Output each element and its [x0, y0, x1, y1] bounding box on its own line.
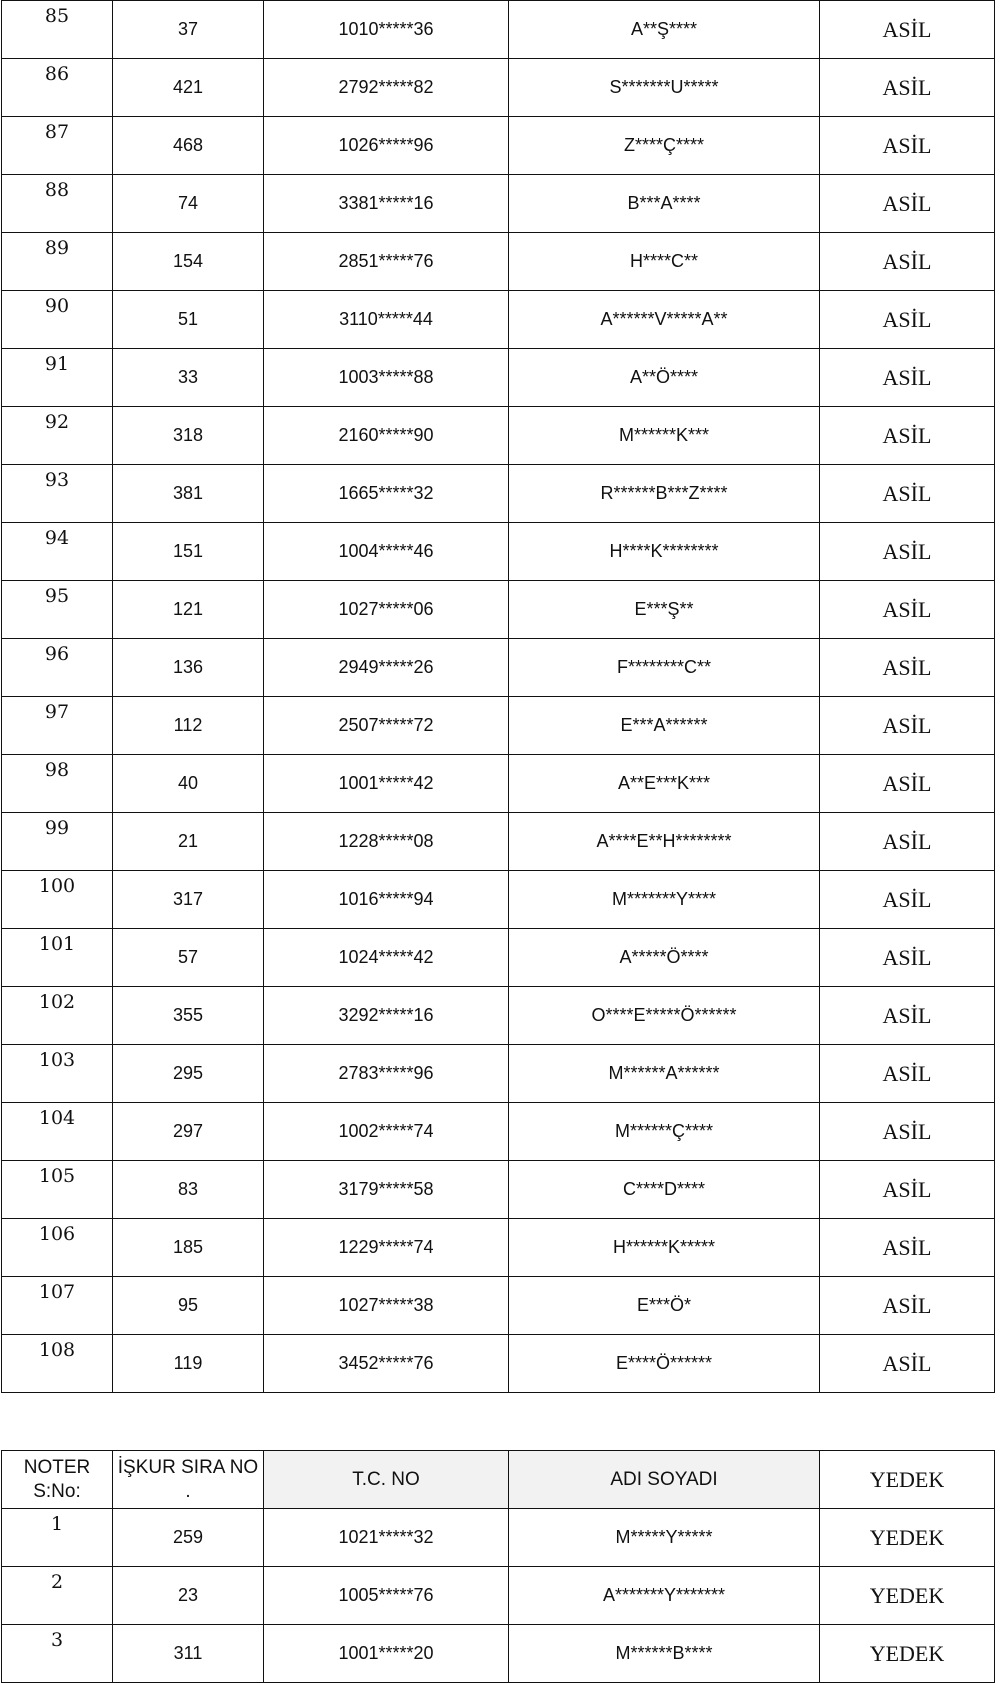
table-row	[2, 117, 995, 175]
status-cell: ASİL	[820, 697, 995, 755]
status-cell: ASİL	[820, 117, 995, 175]
adi-soyadi-cell: O****E*****Ö******	[509, 987, 820, 1045]
status-cell: ASİL	[820, 407, 995, 465]
noter-sno-cell: 92	[2, 407, 113, 465]
yedek-table-body	[2, 1451, 995, 1683]
table-row	[2, 1509, 995, 1567]
header-noter-label: NOTER S:No:	[23, 1456, 91, 1502]
adi-soyadi-cell: C****D****	[509, 1161, 820, 1219]
noter-sno-cell: 88	[2, 175, 113, 233]
table-row	[2, 755, 995, 813]
iskur-sira-no-cell: 151	[113, 523, 264, 581]
adi-soyadi-cell: H****K********	[509, 523, 820, 581]
table-row	[2, 813, 995, 871]
noter-sno-cell: 108	[2, 1335, 113, 1393]
tc-no-cell: 1004*****46	[264, 523, 509, 581]
noter-sno-cell: 86	[2, 59, 113, 117]
status-cell: ASİL	[820, 813, 995, 871]
table-row	[2, 581, 995, 639]
tc-no-cell: 1027*****06	[264, 581, 509, 639]
iskur-sira-no-cell: 112	[113, 697, 264, 755]
adi-soyadi-cell: B***A****	[509, 175, 820, 233]
adi-soyadi-cell: H****C**	[509, 233, 820, 291]
adi-soyadi-cell: R******B***Z****	[509, 465, 820, 523]
table-row	[2, 291, 995, 349]
asil-table-body	[2, 1, 995, 1393]
adi-soyadi-cell: A*******Y*******	[509, 1567, 820, 1625]
noter-sno-cell: 89	[2, 233, 113, 291]
noter-sno-cell: 97	[2, 697, 113, 755]
tc-no-cell: 2507*****72	[264, 697, 509, 755]
noter-sno-cell: 103	[2, 1045, 113, 1103]
table-row	[2, 349, 995, 407]
table-row	[2, 1161, 995, 1219]
tc-no-cell: 1010*****36	[264, 1, 509, 59]
tc-no-cell: 1001*****20	[264, 1625, 509, 1683]
iskur-sira-no-cell: 381	[113, 465, 264, 523]
iskur-sira-no-cell: 259	[113, 1509, 264, 1567]
adi-soyadi-cell: A******V*****A**	[509, 291, 820, 349]
table-row	[2, 929, 995, 987]
noter-sno-cell: 96	[2, 639, 113, 697]
adi-soyadi-cell: M******A******	[509, 1045, 820, 1103]
tc-no-cell: 3452*****76	[264, 1335, 509, 1393]
noter-sno-cell: 90	[2, 291, 113, 349]
tc-no-cell: 1003*****88	[264, 349, 509, 407]
table-row	[2, 639, 995, 697]
table-row	[2, 1045, 995, 1103]
adi-soyadi-cell: H******K*****	[509, 1219, 820, 1277]
yedek-table	[1, 1450, 995, 1683]
noter-sno-cell: 104	[2, 1103, 113, 1161]
iskur-sira-no-cell: 468	[113, 117, 264, 175]
status-cell: ASİL	[820, 1, 995, 59]
iskur-sira-no-cell: 318	[113, 407, 264, 465]
status-cell: ASİL	[820, 639, 995, 697]
tc-no-cell: 1001*****42	[264, 755, 509, 813]
status-cell: ASİL	[820, 175, 995, 233]
status-cell: ASİL	[820, 523, 995, 581]
iskur-sira-no-cell: 421	[113, 59, 264, 117]
iskur-sira-no-cell: 57	[113, 929, 264, 987]
header-yedek: YEDEK	[820, 1451, 995, 1509]
table-row	[2, 1625, 995, 1683]
adi-soyadi-cell: M******B****	[509, 1625, 820, 1683]
adi-soyadi-cell: E****Ö******	[509, 1335, 820, 1393]
header-iskur-label: İŞKUR SIRA NO .	[117, 1456, 259, 1502]
table-row	[2, 1103, 995, 1161]
noter-sno-cell: 91	[2, 349, 113, 407]
table-row	[2, 465, 995, 523]
table-row	[2, 175, 995, 233]
iskur-sira-no-cell: 119	[113, 1335, 264, 1393]
iskur-sira-no-cell: 40	[113, 755, 264, 813]
tc-no-cell: 3179*****58	[264, 1161, 509, 1219]
table-row	[2, 59, 995, 117]
noter-sno-cell: 95	[2, 581, 113, 639]
adi-soyadi-cell: S*******U*****	[509, 59, 820, 117]
status-cell: YEDEK	[820, 1567, 995, 1625]
status-cell: ASİL	[820, 1045, 995, 1103]
noter-sno-cell: 99	[2, 813, 113, 871]
iskur-sira-no-cell: 355	[113, 987, 264, 1045]
status-cell: ASİL	[820, 1219, 995, 1277]
adi-soyadi-cell: M******K***	[509, 407, 820, 465]
tc-no-cell: 1021*****32	[264, 1509, 509, 1567]
iskur-sira-no-cell: 297	[113, 1103, 264, 1161]
table-row	[2, 233, 995, 291]
status-cell: ASİL	[820, 755, 995, 813]
iskur-sira-no-cell: 74	[113, 175, 264, 233]
noter-sno-cell: 105	[2, 1161, 113, 1219]
table-row	[2, 1567, 995, 1625]
tc-no-cell: 1228*****08	[264, 813, 509, 871]
adi-soyadi-cell: A*****Ö****	[509, 929, 820, 987]
table-row	[2, 523, 995, 581]
adi-soyadi-cell: F********C**	[509, 639, 820, 697]
tc-no-cell: 2783*****96	[264, 1045, 509, 1103]
adi-soyadi-cell: A**Ş****	[509, 1, 820, 59]
status-cell: ASİL	[820, 1103, 995, 1161]
tc-no-cell: 1016*****94	[264, 871, 509, 929]
yedek-header-row	[2, 1451, 995, 1509]
adi-soyadi-cell: M*******Y****	[509, 871, 820, 929]
table-row	[2, 407, 995, 465]
status-cell: ASİL	[820, 987, 995, 1045]
adi-soyadi-cell: E***Ö*	[509, 1277, 820, 1335]
tc-no-cell: 2792*****82	[264, 59, 509, 117]
tc-no-cell: 1024*****42	[264, 929, 509, 987]
status-cell: ASİL	[820, 291, 995, 349]
status-cell: ASİL	[820, 871, 995, 929]
iskur-sira-no-cell: 121	[113, 581, 264, 639]
header-iskur-sira-no	[113, 1451, 264, 1509]
header-tc-no: T.C. NO	[264, 1451, 509, 1509]
iskur-sira-no-cell: 83	[113, 1161, 264, 1219]
status-cell: ASİL	[820, 465, 995, 523]
status-cell: ASİL	[820, 1161, 995, 1219]
noter-sno-cell: 94	[2, 523, 113, 581]
noter-sno-cell: 1	[2, 1509, 113, 1567]
status-cell: ASİL	[820, 349, 995, 407]
noter-sno-cell: 100	[2, 871, 113, 929]
noter-sno-cell: 98	[2, 755, 113, 813]
noter-sno-cell: 85	[2, 1, 113, 59]
iskur-sira-no-cell: 95	[113, 1277, 264, 1335]
iskur-sira-no-cell: 37	[113, 1, 264, 59]
tc-no-cell: 2949*****26	[264, 639, 509, 697]
iskur-sira-no-cell: 295	[113, 1045, 264, 1103]
iskur-sira-no-cell: 33	[113, 349, 264, 407]
tc-no-cell: 1027*****38	[264, 1277, 509, 1335]
noter-sno-cell: 93	[2, 465, 113, 523]
table-row	[2, 1, 995, 59]
status-cell: ASİL	[820, 581, 995, 639]
tc-no-cell: 1665*****32	[264, 465, 509, 523]
noter-sno-cell: 102	[2, 987, 113, 1045]
adi-soyadi-cell: A**Ö****	[509, 349, 820, 407]
tc-no-cell: 1229*****74	[264, 1219, 509, 1277]
table-row	[2, 987, 995, 1045]
adi-soyadi-cell: M******Ç****	[509, 1103, 820, 1161]
adi-soyadi-cell: Z****Ç****	[509, 117, 820, 175]
tc-no-cell: 1005*****76	[264, 1567, 509, 1625]
table-row	[2, 697, 995, 755]
adi-soyadi-cell: E***Ş**	[509, 581, 820, 639]
status-cell: ASİL	[820, 59, 995, 117]
tc-no-cell: 3292*****16	[264, 987, 509, 1045]
asil-table	[1, 0, 995, 1393]
iskur-sira-no-cell: 317	[113, 871, 264, 929]
noter-sno-cell: 2	[2, 1567, 113, 1625]
iskur-sira-no-cell: 136	[113, 639, 264, 697]
adi-soyadi-cell: A****E**H********	[509, 813, 820, 871]
tc-no-cell: 3110*****44	[264, 291, 509, 349]
adi-soyadi-cell: A**E***K***	[509, 755, 820, 813]
iskur-sira-no-cell: 51	[113, 291, 264, 349]
header-noter-sno	[2, 1451, 113, 1509]
iskur-sira-no-cell: 23	[113, 1567, 264, 1625]
iskur-sira-no-cell: 21	[113, 813, 264, 871]
table-row	[2, 1277, 995, 1335]
table-row	[2, 871, 995, 929]
tc-no-cell: 1026*****96	[264, 117, 509, 175]
status-cell: ASİL	[820, 1335, 995, 1393]
table-row	[2, 1219, 995, 1277]
tc-no-cell: 2851*****76	[264, 233, 509, 291]
noter-sno-cell: 101	[2, 929, 113, 987]
iskur-sira-no-cell: 185	[113, 1219, 264, 1277]
iskur-sira-no-cell: 154	[113, 233, 264, 291]
iskur-sira-no-cell: 311	[113, 1625, 264, 1683]
tc-no-cell: 3381*****16	[264, 175, 509, 233]
status-cell: ASİL	[820, 929, 995, 987]
header-adi-soyadi: ADI SOYADI	[509, 1451, 820, 1509]
adi-soyadi-cell: E***A******	[509, 697, 820, 755]
status-cell: ASİL	[820, 233, 995, 291]
status-cell: YEDEK	[820, 1625, 995, 1683]
tc-no-cell: 2160*****90	[264, 407, 509, 465]
status-cell: YEDEK	[820, 1509, 995, 1567]
noter-sno-cell: 106	[2, 1219, 113, 1277]
noter-sno-cell: 107	[2, 1277, 113, 1335]
noter-sno-cell: 3	[2, 1625, 113, 1683]
status-cell: ASİL	[820, 1277, 995, 1335]
noter-sno-cell: 87	[2, 117, 113, 175]
adi-soyadi-cell: M*****Y*****	[509, 1509, 820, 1567]
table-row	[2, 1335, 995, 1393]
tc-no-cell: 1002*****74	[264, 1103, 509, 1161]
